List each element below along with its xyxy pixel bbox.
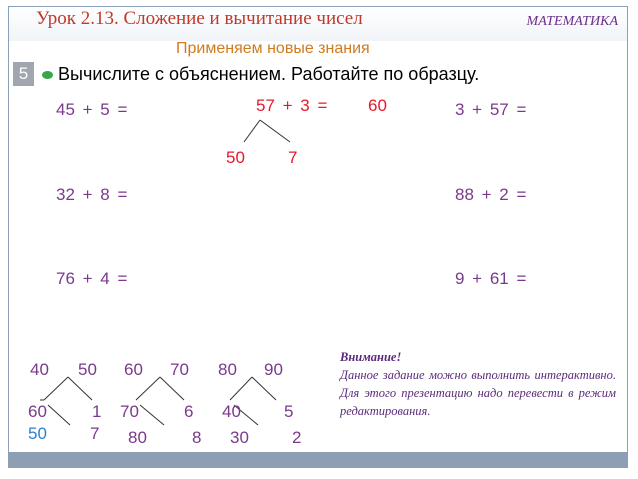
example-expression: 57 + 3 = [256,96,328,115]
tile-middle[interactable]: 6 [184,402,194,421]
example-answer: 60 [368,96,387,115]
tile-middle[interactable]: 60 [28,402,47,421]
example-part-b: 7 [288,148,298,167]
tile-line-2a [136,377,160,400]
tile-bottom[interactable]: 2 [292,428,302,447]
tile-top[interactable]: 90 [264,360,283,379]
example-line-right [260,120,290,142]
tile-bottom[interactable]: 80 [128,428,147,447]
lesson-title: Урок 2.13. Сложение и вычитание чисел [36,8,363,29]
exercise-3: 76 + 4 = [56,269,128,288]
note-text: Данное задание можно выполнить интерактивно. Для этого презентацию надо перевести в режим редактирования. [340,368,616,418]
tile-line-1a [44,377,68,400]
exercise-6: 9 + 61 = [455,269,527,288]
subject-label: МАТЕМАТИКА [526,14,618,29]
exercise-5: 88 + 2 = [455,185,527,204]
tile-line-2b [160,377,184,400]
exercise-4: 3 + 57 = [455,100,527,119]
tile-bottom[interactable]: 30 [230,428,249,447]
tile-line-2c [140,405,164,425]
example-line-left [244,120,260,142]
exercise-1: 45 + 5 = [56,100,128,119]
tile-middle[interactable]: 70 [120,402,139,421]
tile-bottom[interactable]: 50 [28,424,47,443]
tile-line-1d [48,405,70,425]
tile-line-1b [68,377,92,400]
exercise-2: 32 + 8 = [56,185,128,204]
tile-bottom[interactable]: 8 [192,428,202,447]
tile-middle[interactable]: 40 [222,402,241,421]
tile-top[interactable]: 70 [170,360,189,379]
task-number-badge: 5 [13,62,34,86]
tile-top[interactable]: 40 [30,360,49,379]
note-heading: Внимание! [340,350,402,364]
tile-top[interactable]: 80 [218,360,237,379]
tile-line-3a [230,377,252,400]
tile-middle[interactable]: 1 [92,402,102,421]
tile-top[interactable]: 60 [124,360,143,379]
example-part-a: 50 [226,148,245,167]
tile-line-3b [252,377,276,400]
attention-note [340,348,616,420]
tile-bottom[interactable]: 7 [90,424,100,443]
tile-top[interactable]: 50 [78,360,97,379]
task-instruction: Вычислите с объяснением. Работайте по образцу. [58,64,480,84]
section-subtitle: Применяем новые знания [176,40,370,57]
tile-middle[interactable]: 5 [284,402,294,421]
